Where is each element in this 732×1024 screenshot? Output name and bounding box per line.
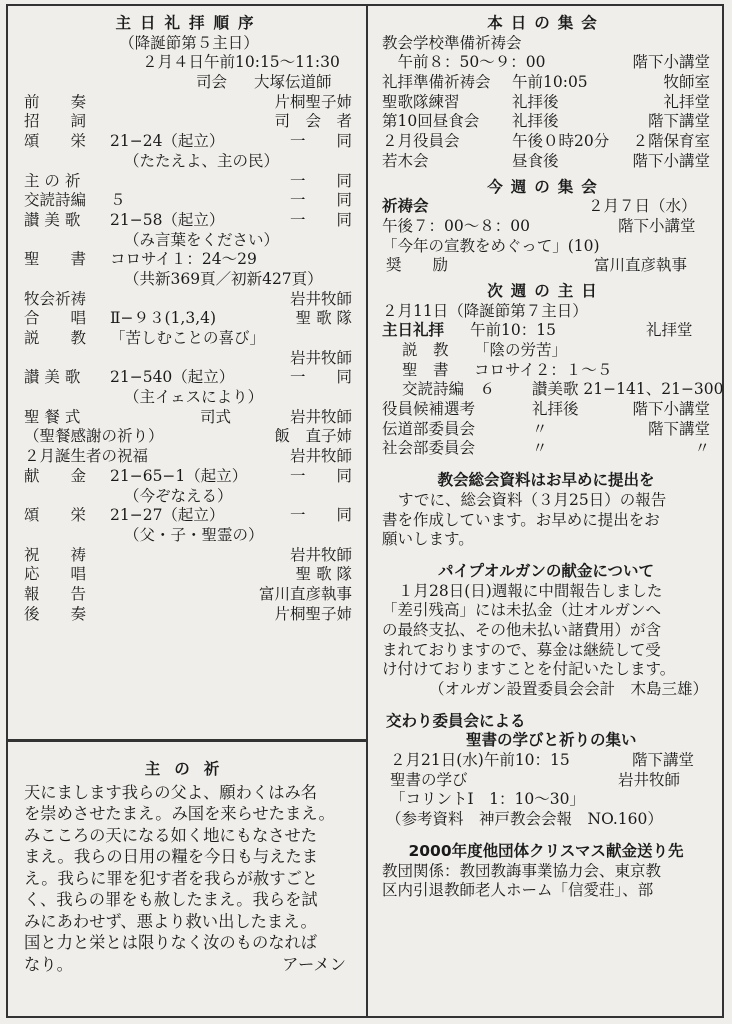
order-item-subtitle-line	[24, 231, 354, 251]
text-line-content: 書を作成しています。お早めに提出をお	[382, 510, 660, 529]
prayer-line: え。我らに罪を犯す者を我らが赦すごと	[24, 868, 319, 888]
order-item-label: 頌 栄	[24, 132, 87, 151]
order-item-person: 片桐聖子姉	[274, 604, 352, 623]
week-time: 午後７：00～８：00	[382, 216, 530, 235]
meeting-name: 社会部委員会	[382, 439, 476, 458]
text-line-content: すでに、総会資料（３月25日）の報告	[398, 490, 667, 509]
order-item-detail: 21−58（起立）	[110, 210, 225, 229]
order-item-person: 一 同	[289, 132, 352, 151]
order-date: ２月４日午前10:15～11:30	[142, 53, 340, 72]
meeting-name: 教会学校準備祈祷会	[382, 33, 522, 52]
next-hymns: 讃美歌 21−141、21−300	[532, 380, 724, 399]
text-line	[382, 621, 710, 641]
prayer-line: 国と力と栄とは限りなく汝のものなれば	[24, 933, 318, 953]
prayer-line: みこころの天になる如く地にもなさせた	[24, 825, 318, 845]
meeting-time: 礼拝後	[512, 112, 559, 131]
order-item	[24, 309, 354, 329]
order-item-person: 一 同	[289, 466, 352, 485]
order-item	[24, 605, 354, 625]
order-item-person: 岩井牧師	[289, 289, 352, 308]
meeting-name: 第10回昼食会	[382, 112, 480, 131]
order-item-label: 頌 栄	[24, 506, 87, 525]
next-scripture: コロサイ２：１～５	[474, 360, 613, 379]
week-role: 奨 励	[386, 256, 449, 275]
order-item	[24, 112, 354, 132]
notice3-ref: （参考資料 神戸教会会報 NO.160）	[386, 810, 663, 829]
meeting-row	[382, 439, 710, 459]
order-item-person: 司 会 者	[274, 112, 352, 131]
notice3-date: ２月21日(水)午前10：15	[390, 751, 570, 770]
meeting-time: 午後０時20分	[512, 132, 610, 151]
order-item-label: 合 唱	[24, 309, 87, 328]
week-meeting: 祈祷会	[382, 197, 429, 216]
order-item-label: 説 教	[24, 329, 87, 347]
meeting-name: 午前８：50～９：00	[382, 53, 546, 72]
meeting-place: 階下小講堂	[632, 400, 710, 419]
text-line-content: １月28日(日)週報に中間報告しました	[398, 581, 663, 600]
meeting-place: 階下小講堂	[632, 53, 710, 72]
order-item-detail: 21−27（起立）	[110, 506, 225, 525]
order-item-subtitle: （共新369頁／初新427頁）	[124, 269, 323, 288]
prayer-text	[24, 782, 354, 976]
week-leader: 富川直彦執事	[594, 256, 688, 275]
order-item	[24, 290, 354, 310]
notice2-title: パイプオルガンの献金について	[437, 561, 655, 580]
order-item-subtitle: （み言葉をください）	[124, 230, 280, 249]
meeting-place: 礼拝堂	[663, 92, 710, 111]
lords-prayer	[24, 760, 354, 975]
order-item	[24, 172, 354, 192]
order-item-label: ２月誕生者の祝福	[24, 447, 149, 466]
next-service-place: 礼拝堂	[646, 321, 693, 340]
meeting-row	[382, 73, 710, 93]
order-item-label: 交読詩編	[24, 191, 87, 210]
order-item-detail: コロサイ１：24～29	[110, 250, 257, 269]
order-item-detail: ５	[110, 191, 126, 210]
next-service-time: 午前10：15	[470, 321, 556, 340]
week-theme: 「今年の宣教をめぐって」(10)	[382, 236, 600, 255]
order-item	[24, 506, 354, 526]
notice2-body	[382, 582, 710, 680]
prayer-line-end: なり。	[24, 954, 73, 974]
notice1-body	[382, 491, 710, 550]
order-subtitle: （降誕節第５主日）	[119, 33, 259, 52]
order-item-detail: 21−65−1（起立）	[110, 466, 248, 485]
next-title: 次週の主日	[487, 281, 605, 300]
order-item-person: 聖 歌 隊	[295, 309, 352, 328]
notice3-study: 聖書の学び	[390, 770, 468, 789]
order-item-label: 讃 美 歌	[24, 368, 81, 387]
next-scripture-label: 聖 書	[402, 360, 449, 379]
meeting-name: 若木会	[382, 151, 429, 170]
meeting-row	[382, 400, 710, 420]
order-item-role: 司式	[200, 407, 232, 426]
text-line-content: の最終支払、その他未払い諸費用）が含	[382, 620, 662, 639]
order-item-label: 応 唱	[24, 565, 87, 584]
text-line-content: 願いします。	[382, 530, 474, 549]
order-item	[24, 250, 354, 270]
next-extra-meetings	[382, 400, 710, 459]
order-item-detail: 21−24（起立）	[110, 132, 225, 151]
order-item-subtitle: （主イェスにより）	[124, 388, 264, 407]
order-item-person: 一 同	[289, 191, 352, 210]
order-item-person: 聖 歌 隊	[295, 565, 352, 584]
order-item-subtitle: （今ぞなえる）	[124, 486, 233, 505]
meeting-place: 階下講堂	[647, 419, 710, 438]
order-item-subtitle: （たたえよ、主の民）	[124, 151, 280, 170]
text-line-content: 教団関係：教団教誨事業協力会、東京教	[382, 861, 662, 880]
order-item-person: 片桐聖子姉	[274, 92, 352, 111]
notice2-signature: （オルガン設置委員会会計 木島三雄）	[428, 680, 708, 698]
order-item-person: 一 同	[289, 171, 352, 190]
order-item-label: 招 詞	[24, 112, 87, 131]
meeting-name: 役員候補選考	[382, 400, 476, 419]
today-meetings	[382, 34, 710, 172]
order-title: 主日礼拝順序	[115, 14, 263, 32]
order-item-person: 富川直彦執事	[258, 584, 352, 603]
section-divider	[6, 739, 368, 742]
column-divider	[366, 4, 368, 1018]
text-line	[382, 881, 710, 901]
text-line	[382, 530, 710, 550]
order-item-detail: 21−540（起立）	[110, 368, 235, 387]
next-service: 主日礼拝	[382, 321, 445, 340]
order-item-label: 主 の 祈	[24, 171, 81, 190]
meeting-row	[382, 112, 710, 132]
order-items	[24, 93, 354, 625]
text-line	[382, 491, 710, 511]
meeting-row	[382, 420, 710, 440]
today-title: 本日の集会	[487, 14, 605, 32]
week-title: 今週の集会	[487, 177, 605, 196]
notice3-text: 「コリントⅠ 1：10～30」	[390, 790, 585, 809]
text-line	[382, 511, 710, 531]
week-date: ２月７日（水）	[588, 197, 697, 216]
text-line-content: 「差引残高」には未払金（辻オルガンへ	[382, 601, 662, 620]
order-item-detail: Ⅱ−９３(1,3,4)	[110, 309, 217, 328]
text-line	[382, 660, 710, 680]
order-item-person: 飯 直子姉	[274, 427, 352, 446]
notice3-title1: 交わり委員会による	[386, 711, 526, 730]
notice3-leader: 岩井牧師	[618, 770, 681, 789]
order-item-subtitle-line	[24, 152, 354, 172]
order-item-subtitle-line	[24, 487, 354, 507]
notice4-title: 2000年度他団体クリスマス献金送り先	[408, 841, 684, 860]
notice1-title: 教会総会資料はお早めに提出を	[437, 471, 655, 490]
order-item	[24, 191, 354, 211]
text-line	[382, 601, 710, 621]
prayer-line: く、我らの罪をも赦したまえ。我らを試	[24, 890, 318, 910]
next-date: ２月11日（降誕節第７主日）	[382, 301, 588, 320]
prayer-title: 主の祈	[144, 760, 234, 778]
order-item-label: 聖 餐 式	[24, 407, 81, 426]
meeting-time: 午前10:05	[512, 73, 588, 92]
order-item-label: 祝 祷	[24, 545, 87, 564]
meeting-row	[382, 152, 710, 172]
order-item	[24, 132, 354, 152]
text-line	[382, 862, 710, 882]
order-item-person: 一 同	[289, 506, 352, 525]
order-item-person-line	[24, 349, 354, 369]
next-sermon: 「陰の労苦」	[474, 341, 568, 359]
text-line-content: まれておりますので、募金は継続して受	[382, 640, 661, 659]
meeting-row	[382, 34, 710, 54]
meeting-name: 伝道部委員会	[382, 419, 476, 438]
meeting-time: 〃	[532, 439, 548, 458]
order-item	[24, 546, 354, 566]
order-item-person: 岩井牧師	[289, 545, 352, 564]
order-item-label: 献 金	[24, 466, 87, 485]
order-item	[24, 408, 354, 428]
meeting-place: ２階保育室	[632, 132, 710, 151]
order-item	[24, 329, 354, 349]
week-place: 階下小講堂	[618, 216, 696, 235]
meeting-place: 〃	[694, 439, 710, 458]
prayer-line: みにあわせず、悪より救い出したまえ。	[24, 911, 317, 931]
order-item-subtitle: （父・子・聖霊の）	[124, 525, 264, 544]
order-item-subtitle-line	[24, 388, 354, 408]
meeting-time: 昼食後	[512, 151, 559, 170]
order-item-label: 聖 書	[24, 250, 87, 269]
order-item-person: 一 同	[289, 210, 352, 229]
presider-role: 司会	[196, 73, 228, 92]
order-item-person: 岩井牧師	[289, 407, 352, 426]
meeting-name: 礼拝準備祈祷会	[382, 73, 491, 92]
order-item-person: 岩井牧師	[289, 447, 352, 466]
next-sermon-label: 説 教	[402, 341, 449, 359]
meeting-row	[382, 53, 710, 73]
text-line	[382, 641, 710, 661]
order-item-label: （聖餐感謝の祈り）	[24, 427, 164, 446]
prayer-line: 天にまします我らの父よ、願わくはみ名	[24, 782, 318, 802]
notice3-title2: 聖書の学びと祈りの集い	[466, 731, 637, 750]
meeting-row	[382, 132, 710, 152]
order-of-worship	[24, 14, 354, 624]
meeting-row	[382, 93, 710, 113]
meeting-time: 礼拝後	[532, 400, 579, 419]
order-item-person: 一 同	[289, 368, 352, 387]
prayer-amen: アーメン	[282, 954, 346, 974]
meeting-name: ２月役員会	[382, 132, 460, 151]
meeting-time: 礼拝後	[512, 92, 559, 111]
meeting-place: 階下講堂	[647, 112, 710, 131]
meeting-name: 聖歌隊練習	[382, 92, 460, 111]
order-item-label: 後 奏	[24, 604, 87, 623]
text-line	[382, 582, 710, 602]
order-item-label: 報 告	[24, 584, 87, 603]
text-line-content: け付けておりますことを付記いたします。	[382, 660, 676, 679]
notice3-place: 階下講堂	[632, 751, 695, 770]
order-item	[24, 565, 354, 585]
notice4-body	[382, 862, 710, 901]
order-item-label: 讃 美 歌	[24, 210, 81, 229]
presider-name: 大塚伝道師	[254, 73, 332, 92]
prayer-line: を崇めさせたまえ。み国を来らせたまえ。	[24, 804, 335, 824]
order-item-detail: 「苦しむことの喜び」	[110, 329, 266, 347]
order-item-label: 牧会祈祷	[24, 289, 87, 308]
order-item	[24, 467, 354, 487]
order-item-label: 前 奏	[24, 92, 87, 111]
order-item	[24, 585, 354, 605]
order-item-subtitle-line	[24, 526, 354, 546]
order-item-subtitle-line	[24, 270, 354, 290]
meeting-time: 〃	[532, 419, 548, 438]
text-line-content: 区内引退教師老人ホーム「信愛荘」、部	[382, 881, 654, 900]
order-item	[24, 447, 354, 467]
order-item	[24, 427, 354, 447]
prayer-line: まえ。我らの日用の糧を今日も与えたま	[24, 847, 319, 867]
prayer-line	[24, 954, 354, 976]
order-item	[24, 93, 354, 113]
announcements	[382, 14, 724, 901]
meeting-place: 階下小講堂	[632, 151, 710, 170]
meeting-place: 牧師室	[663, 73, 710, 92]
order-item	[24, 211, 354, 231]
order-item-person: 岩井牧師	[289, 348, 352, 367]
next-psalm: 交読詩編 ６	[402, 380, 496, 399]
order-item	[24, 368, 354, 388]
